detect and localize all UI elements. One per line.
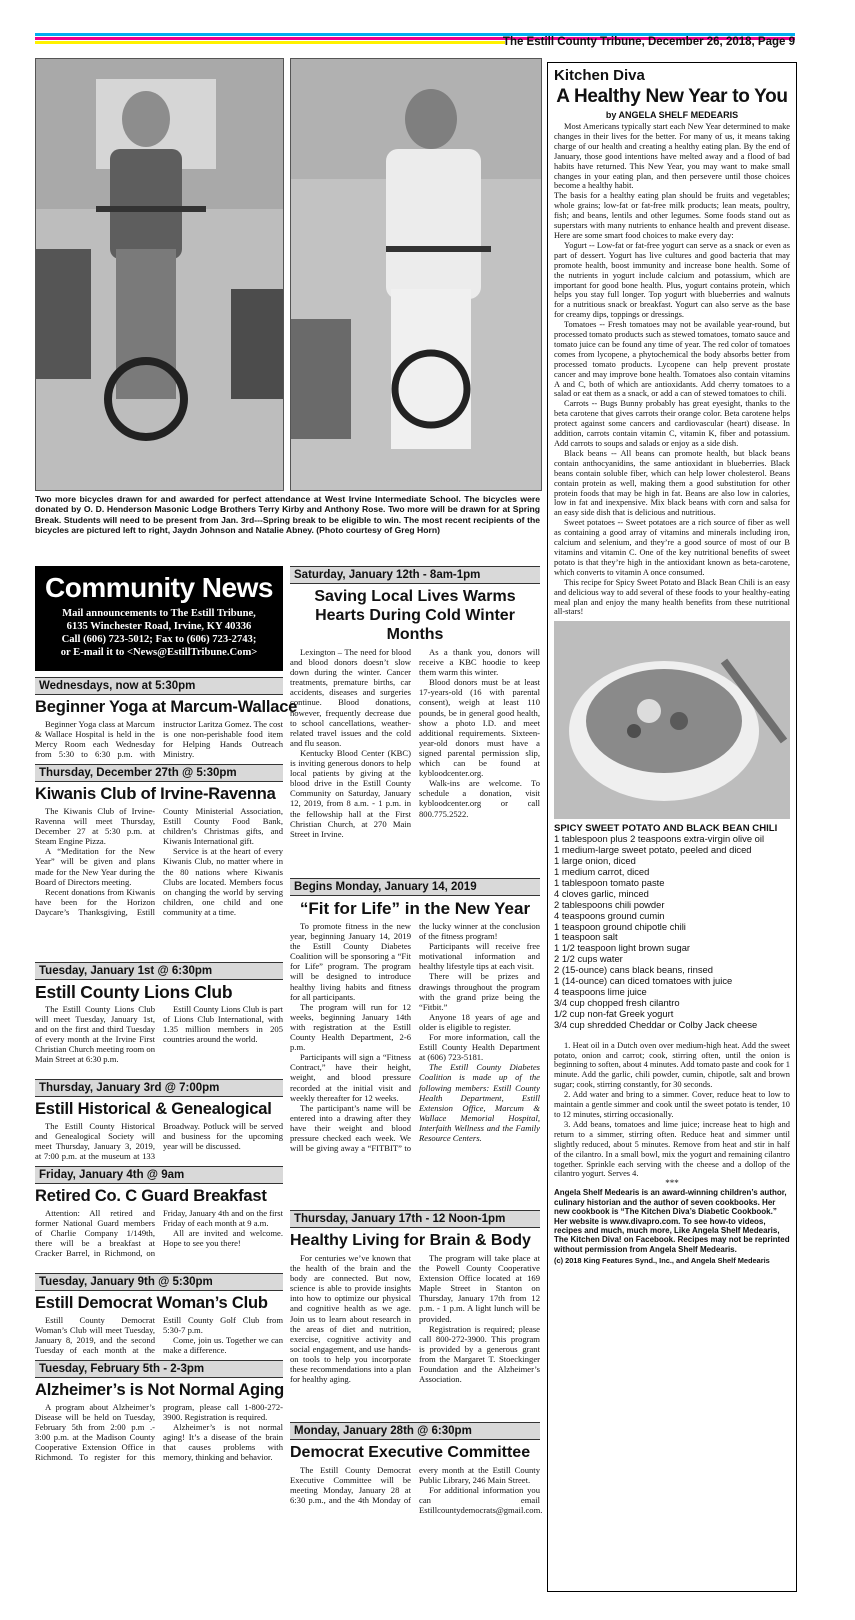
ingredient-item: 1 (14-ounce) can diced tomatoes with juice: [554, 975, 733, 987]
lions-body: [35, 1004, 283, 1075]
kiwanis-paragraph: Service is at the heart of every Kiwanis Club, no matter where in the 80 nations where Kiwanis Clubs are located. Members focus on changing the world by serving children, one child and one community at a time.: [163, 846, 283, 917]
author-bio: Angela Shelf Medearis is an award-winning children’s author, culinary historian and the author of seven cookbooks. Her new cookbook is “The Kitchen Diva’s Diabetic Cookbook.” Her website is www.divapro.com. To see how-to videos, recipes and much, much more, Like Angela Shelf Medearis, The Kitchen Diva! on Facebook. Recipes may not be reprinted without permission from Angela Shelf Medearis.: [554, 1188, 790, 1254]
kitchen-diva-body: [554, 122, 790, 617]
masthead: The Estill County Tribune, December 26, 2018, Page 9: [502, 36, 795, 48]
fitness-headline: “Fit for Life” in the New Year: [299, 899, 531, 918]
alzheimers-paragraph: A program about Alzheimer’s Disease will be held on Tuesday, February 5th from 2:00 p.m .- 3:00 p.m. at the Madison County Cooperative Extension Office in Richmond. To register for this program, please call 1-800-272-3900. Registration is required.: [35, 1402, 283, 1463]
brain-when: Thursday, January 17th - 12 Noon-1pm: [290, 1210, 540, 1228]
ingredient-item: 3/4 cup chopped fresh cilantro: [554, 996, 680, 1008]
kiwanis-when: Thursday, December 27th @ 5:30pm: [35, 764, 283, 782]
blood-paragraph: As a thank you, donors will receive a KBC hoodie to keep them warm this winter.: [419, 647, 540, 678]
democrat-exec-headline: Democrat Executive Committee: [290, 1444, 531, 1461]
kitchen-diva-byline: by ANGELA SHELF MEDEARIS: [605, 110, 739, 120]
community-news-address-line: Call (606) 723-5012; Fax to (606) 723-2743;: [61, 634, 257, 645]
historical-body: [35, 1121, 283, 1162]
guard-paragraph: All are invited and welcome. Hope to see you there!: [163, 1228, 283, 1249]
democrat-exec-paragraph: The Estill County Democrat Executive Committee will be meeting Monday, January 28 at 6:30 p.m., and the 4th Monday of every month at the Estill County Public Library, 246 Main Street.: [290, 1465, 540, 1506]
blood-headline: Saving Local Lives Warms Hearts During Cold Winter Months: [314, 588, 516, 643]
blood-paragraph: Walk-ins are welcome. To schedule a donation, visit kybloodcenter.org or call 800.775.2522.: [419, 778, 540, 819]
guard-when: Friday, January 4th @ 9am: [35, 1166, 283, 1184]
ingredient-item: 1 1/2 teaspoon light brown sugar: [554, 942, 691, 954]
ingredient-item: 2 1/2 cups water: [554, 953, 623, 965]
democrat-women-headline: Estill Democrat Woman’s Club: [35, 1294, 268, 1312]
stars-divider: ***: [665, 1178, 679, 1189]
ingredient-item: 4 teaspoons ground cumin: [554, 909, 665, 921]
ingredient-item: 1 teaspoon ground chipotle chili: [554, 920, 686, 932]
democrat-women-paragraph: Come, join us. Together we can make a difference.: [163, 1335, 283, 1356]
alzheimers-paragraph: Alzheimer’s is not normal aging! It’s a disease of the brain that causes problems with memory, thinking and behavior.: [163, 1422, 283, 1463]
kitchen-paragraph: Tomatoes -- Fresh tomatoes may not be available year-round, but processed tomato products such as stewed tomatoes, tomato sauce and tomato juice can be found any time of year. The red color of tomatoes comes from lycopene, a phytochemical the body absorbs better from processed tomato products. Lycopene can help prevent prostate cancer and may improve bone health. Tomatoes also contain vitamins A and C, both of which are antioxidants. Add cherry tomatoes to a salad or eat them as a snack, or add a can of stewed tomatoes to chili.: [554, 320, 790, 399]
fitness-paragraph: Participants will sign a “Fitness Contract,” have their height, weight, and blood pressure recorded at the initial visit and weekly thereafter for 12 weeks.: [290, 1052, 411, 1103]
fitness-paragraph: The participant’s name will be entered into a drawing after they have their weight and blood pressure checked each week. We will be giving away a “FITBIT” to the lucky winner at the conclusion of the fitness program!: [290, 921, 540, 1154]
fitness-paragraph: Participants will receive free motivational information and healthy lifestyle tips at each visit.: [419, 941, 540, 972]
recipe-step: 3. Add beans, tomatoes and lime juice; increase heat to high and return to a simmer, stirring often. Reduce heat and simmer until slightly reduced, about 5 minutes. Remove from heat and stir in half of the cilantro. In a small bowl, mix the yogurt and remaining cilantro together. Sprinkle each serving with the cheese and a dollop of the cilantro yogurt. Serves 4.: [554, 1119, 790, 1179]
fitness-paragraph: The Estill County Diabetes Coalition is made up of the following members: Estill County Health Department, Estill Extension Office, Marcum & Wallace Memorial Hospital, Interfaith Wellness and the Family Resource Centers.: [419, 1062, 540, 1143]
yoga-headline: Beginner Yoga at Marcum-Wallace: [35, 698, 298, 716]
fitness-paragraph: There will be prizes and drawings throughout the program with the grand prize being the “Fitbit.”: [419, 971, 540, 1012]
lions-headline: Estill County Lions Club: [35, 982, 233, 1002]
historical-headline: Estill Historical & Genealogical: [35, 1100, 272, 1118]
ingredient-list: [554, 834, 790, 1030]
ingredient-item: 4 teaspoons lime juice: [554, 986, 647, 997]
democrat-women-paragraph: Estill County Democrat Woman’s Club will meet Tuesday, January 8, 2019, and the second Tuesday of each month at the Estill County Golf Club from 5:30-7 p.m.: [35, 1315, 283, 1356]
kiwanis-body: [35, 806, 283, 958]
democrat-women-body: [35, 1315, 283, 1356]
ingredient-item: 1/2 cup non-fat Greek yogurt: [554, 1007, 674, 1019]
brain-body: [290, 1253, 540, 1416]
fitness-paragraph: For more information, call the Estill County Health Department at (606) 723-5181.: [419, 1032, 540, 1063]
ingredient-item: 1 tablespoon plus 2 teaspoons extra-virgin olive oil: [554, 833, 765, 845]
blood-paragraph: Lexington – The need for blood and blood donors doesn’t slow down during the winter. Cancer treatments, premature births, car accidents, diseases and surgeries continue. Blood donations, however, frequently decrease due to school cancellations, weather-related travel issues and the cold and flu season.: [290, 647, 411, 748]
ingredient-item: 2 tablespoons chili powder: [554, 898, 665, 910]
brain-headline: Healthy Living for Brain & Body: [290, 1232, 531, 1249]
yoga-paragraph: Beginner Yoga class at Marcum & Wallace Hospital is held in the Mercy Room each Wednesday from 5:30 to 6:30 p.m. with instructor Laritza Gomez. The cost is one non-perishable food item for Helping Hands Outreach Ministry.: [35, 719, 283, 760]
democrat-women-when: Tuesday, January 9th @ 5:30pm: [35, 1273, 283, 1291]
middle-column: [290, 566, 543, 1527]
democrat-exec-body: [290, 1465, 543, 1527]
guard-headline: Retired Co. C Guard Breakfast: [35, 1187, 267, 1205]
yoga-body: [35, 719, 283, 760]
brain-paragraph: Registration is required; please call 800-272-3900. This program is provided by a generous grant from the Margaret T. Stoeckinger Foundation and the Alzheimer’s Association.: [419, 1323, 540, 1385]
ingredient-item: 3/4 cup shredded Cheddar or Colby Jack cheese: [554, 1018, 758, 1030]
fitness-body: [290, 921, 540, 1204]
kitchen-diva-title: A Healthy New Year to You: [556, 86, 788, 107]
brain-paragraph: For centuries we’ve known that the health of the brain and the body are connected. But now, science is able to provide insights into how to optimize our physical and cognitive health as we age. Join us to learn about research in the areas of diet and nutrition, exercise, cognitive activity and social engagement, and use hands-on tools to help you incorporate these recommendations into a plan for healthy aging.: [290, 1253, 411, 1385]
yoga-when: Wednesdays, now at 5:30pm: [35, 677, 283, 695]
fitness-paragraph: To promote fitness in the new year, beginning January 14, 2019 the Estill County Diabetes Coalition will be sponsoring a “Fit for Life” program. The program will be designed to introduce healthy living habits and fitness for all participants.: [290, 921, 411, 1002]
guard-paragraph: Attention: All retired and former National Guard members of Charlie Company 1/149th, there will be a breakfast at Cracker Barrel, in Richmond, on Friday, January 4th and on the first Friday of each month at 9 a.m.: [35, 1208, 283, 1259]
kitchen-diva-box: [547, 62, 797, 1592]
kiwanis-paragraph: Recent donations from Kiwanis have been for the Horizon Daycare’s Thanksgiving, Estill County Ministerial Association, Estill County Food Bank, children’s Christmas gifts, and Kiwanis International gift.: [35, 806, 283, 917]
kitchen-paragraph: Carrots -- Bugs Bunny probably has great eyesight, thanks to the beta carotene that gives carrots their orange color. Beta carotene helps protect against some cancers and cardiovascular (heart) disease. In addition, carrots contain vitamin C, vitamin K, fiber and potassium. Add carrots to soups and salads or enjoy as a side dish.: [554, 399, 790, 448]
recipe-step: 1. Heat oil in a Dutch oven over medium-high heat. Add the sweet potato, onion and carrot; cook, stirring often, until the onion is beginning to soften, about 4 minutes. Add tomato paste and cook for 1 minute. Add the garlic, chili powder, cumin, chipotle, salt and brown sugar; cook, stirring constantly, for 30 seconds.: [554, 1040, 790, 1090]
alzheimers-headline: Alzheimer’s is Not Normal Aging: [35, 1381, 284, 1399]
democrat-exec-when: Monday, January 28th @ 6:30pm: [290, 1422, 540, 1440]
kitchen-paragraph: Most Americans typically start each New Year determined to make changes in their lives for the better. For many of us, it means taking charge of our health and creating a healthy eating plan. By the end of January, those good intentions have melted away and a flood of bad habits have returned. This New Year, you may want to make small changes in your eating plan, and then persevere until those choices become a healthy habit.: [554, 122, 790, 191]
kiwanis-paragraph: The Kiwanis Club of Irvine-Ravenna will meet Thursday, December 27 at 5:30 p.m. at Steam Engine Pizza.: [35, 806, 155, 847]
girl-with-bicycle-photo: [290, 58, 542, 491]
community-news-address-line: 6135 Winchester Road, Irvine, KY 40336: [66, 621, 252, 632]
fitness-paragraph: Anyone 18 years of age and older is eligible to register.: [419, 1011, 540, 1032]
alzheimers-body: [35, 1402, 283, 1474]
community-news-sub: [39, 607, 279, 659]
community-news-box: [35, 566, 283, 671]
alzheimers-when: Tuesday, February 5th - 2-3pm: [35, 1360, 283, 1378]
community-news-address-line: or E-mail it to <News@EstillTribune.Com>: [60, 647, 258, 658]
blood-body: [290, 647, 540, 872]
lions-when: Tuesday, January 1st @ 6:30pm: [35, 962, 283, 980]
community-news-address-line: Mail announcements to The Estill Tribune,: [62, 608, 256, 619]
community-news-title: Community News: [45, 572, 273, 603]
lions-paragraph: The Estill County Lions Club will meet Tuesday, January 1st, and on the first and third Tuesday of every month at the Irvine First Christian Church meeting room on Main Street at 6:30 p.m.: [35, 1004, 155, 1065]
boy-with-bicycle-photo: [35, 58, 284, 491]
blood-paragraph: Kentucky Blood Center (KBC) is inviting generous donors to help local patients by giving at the blood drive in the Estill County Community on Saturday, January 12, 2019, from 8 a.m. - 1 p.m. in the fellowship hall at the First Christian Church, at 270 Main Street in Irvine.: [290, 747, 411, 839]
copyright-line: (c) 2018 King Features Synd., Inc., and Angela Shelf Medearis: [554, 1256, 770, 1266]
ingredient-item: 1 medium carrot, diced: [554, 866, 650, 878]
kiwanis-headline: Kiwanis Club of Irvine-Ravenna: [35, 785, 276, 803]
kiwanis-paragraph: A “Meditation for the New Year” will be given and plans made for the New Year during the Board of Directors meeting.: [35, 846, 155, 887]
brain-paragraph: The program will take place at the Powell County Cooperative Extension Office located at 169 Maple Street in Stanton on Thursday, January 17th from 12 p.m. - 1 p.m. A light lunch will be provided.: [419, 1253, 540, 1324]
ingredient-item: 1 medium-large sweet potato, peeled and diced: [554, 844, 752, 856]
historical-when: Thursday, January 3rd @ 7:00pm: [35, 1079, 283, 1097]
ingredient-item: 1 tablespoon tomato paste: [554, 876, 665, 888]
democrat-exec-paragraph: For additional information you can email Estillcountydemocrats@gmail.com.: [419, 1485, 543, 1516]
ingredient-item: 2 (15-ounce) cans black beans, rinsed: [554, 964, 713, 976]
kitchen-paragraph: Yogurt -- Low-fat or fat-free yogurt can serve as a snack or even as part of dessert. Yogurt has live cultures and good bacteria that may promote health, boost immunity and increase bone health. Some of the nutrients in yogurt include calcium and potassium, which are important for good bone health. Plus, yogurt contains protein, which helps you stay full longer. Top yogurt with blueberries and walnuts for a nutritious snack or breakfast. Yogurt can also serve as the base for creamy dips, toppings or dressings.: [554, 240, 790, 320]
ingredient-item: 1 large onion, diced: [554, 855, 636, 867]
photo-caption: Two more bicycles drawn for and awarded for perfect attendance at West Irvine Intermediate School. The bicycles were donated by O. D. Henderson Masonic Lodge Brothers Terry Kirby and Anthony Rose. Two more will be drawn for at Spring Break. Students will need to be present from Jan. 3rd---Spring break to be eligible to win. The most recent recipients of the bicycles are pictured left to right, Jaydn Johnson and Natalie Abney. (Photo courtesy of Greg Horn): [35, 494, 540, 536]
recipe-title: SPICY SWEET POTATO AND BLACK BEAN CHILI: [554, 823, 778, 835]
guard-body: [35, 1208, 283, 1269]
kitchen-paragraph: Sweet potatoes -- Sweet potatoes are a rich source of fiber as well as containing a good array of vitamins and minerals including iron, calcium and selenium, and they’re a good source of most of our B vitamins and vitamin C. One of the key nutritional benefits of sweet potato is that they’re high in the antioxidant known as beta-carotene, which converts to vitamin A once consumed.: [554, 518, 790, 577]
kitchen-paragraph: The basis for a healthy eating plan should be fruits and vegetables; whole grains; low-fat or fat-free milk products; lean meats, poultry, fish; and beans, lentils and other legumes. Some foods stand out as superstars with many nutrients to enhance health and prevent disease. Here are some smart food choices to make every day:: [554, 191, 790, 240]
kitchen-paragraph: This recipe for Spicy Sweet Potato and Black Bean Chili is an easy and delicious way to add several of these foods to your healthy-eating meal plan and enjoy the many health benefits from these nutritional all-stars!: [554, 577, 790, 617]
kitchen-paragraph: Black beans -- All beans can promote health, but black beans contain anthocyanidins, the same antioxidant in blueberries. Black beans contain soluble fiber, which can help lower cholesterol. Beans contain protein as well, making them a good substitution for other protein foods that may be high in fat. Beans are also low in calories, low in fat and inexpensive. Mix black beans with corn and salsa for an easy side dish that is delicious and nutritious.: [554, 448, 790, 518]
left-column: [35, 677, 298, 1474]
blood-paragraph: Blood donors must be at least 17-years-old (16 with parental consent), weigh at least 110 pounds, be in general good health, show a photo I.D. and meet additional requirements. Sixteen-year-old donors must have a signed parental permission slip, which can be found at kybloodcenter.org.: [419, 677, 540, 779]
lions-paragraph: Estill County Lions Club is part of Lions Club International, with 1.35 million members in 205 countries around the world.: [163, 1004, 283, 1045]
kitchen-diva-label: Kitchen Diva: [554, 67, 645, 84]
fitness-paragraph: The program will run for 12 weeks, beginning January 14th with registration at the Estill County Health Department, 2-6 p.m.: [290, 1001, 411, 1053]
recipe-step: 2. Add water and bring to a simmer. Cover, reduce heat to low to maintain a gentle simmer and cook until the sweet potato is tender, 10 to 12 minutes, stirring occasionally.: [554, 1090, 790, 1119]
chili-bowl-photo: [554, 621, 790, 819]
ingredient-item: 4 cloves garlic, minced: [554, 887, 649, 899]
historical-paragraph: The Estill County Historical and Genealogical Society will meet Thursday, January 3, 2019, at 7:00 p.m. at the museum at 133 Broadway. Potluck will be served and business for the upcoming year will be discussed.: [35, 1121, 283, 1162]
blood-when: Saturday, January 12th - 8am-1pm: [290, 566, 540, 584]
recipe-steps: [554, 1041, 790, 1180]
fitness-when: Begins Monday, January 14, 2019: [290, 878, 540, 896]
ingredient-item: 1 teaspoon salt: [554, 931, 618, 943]
